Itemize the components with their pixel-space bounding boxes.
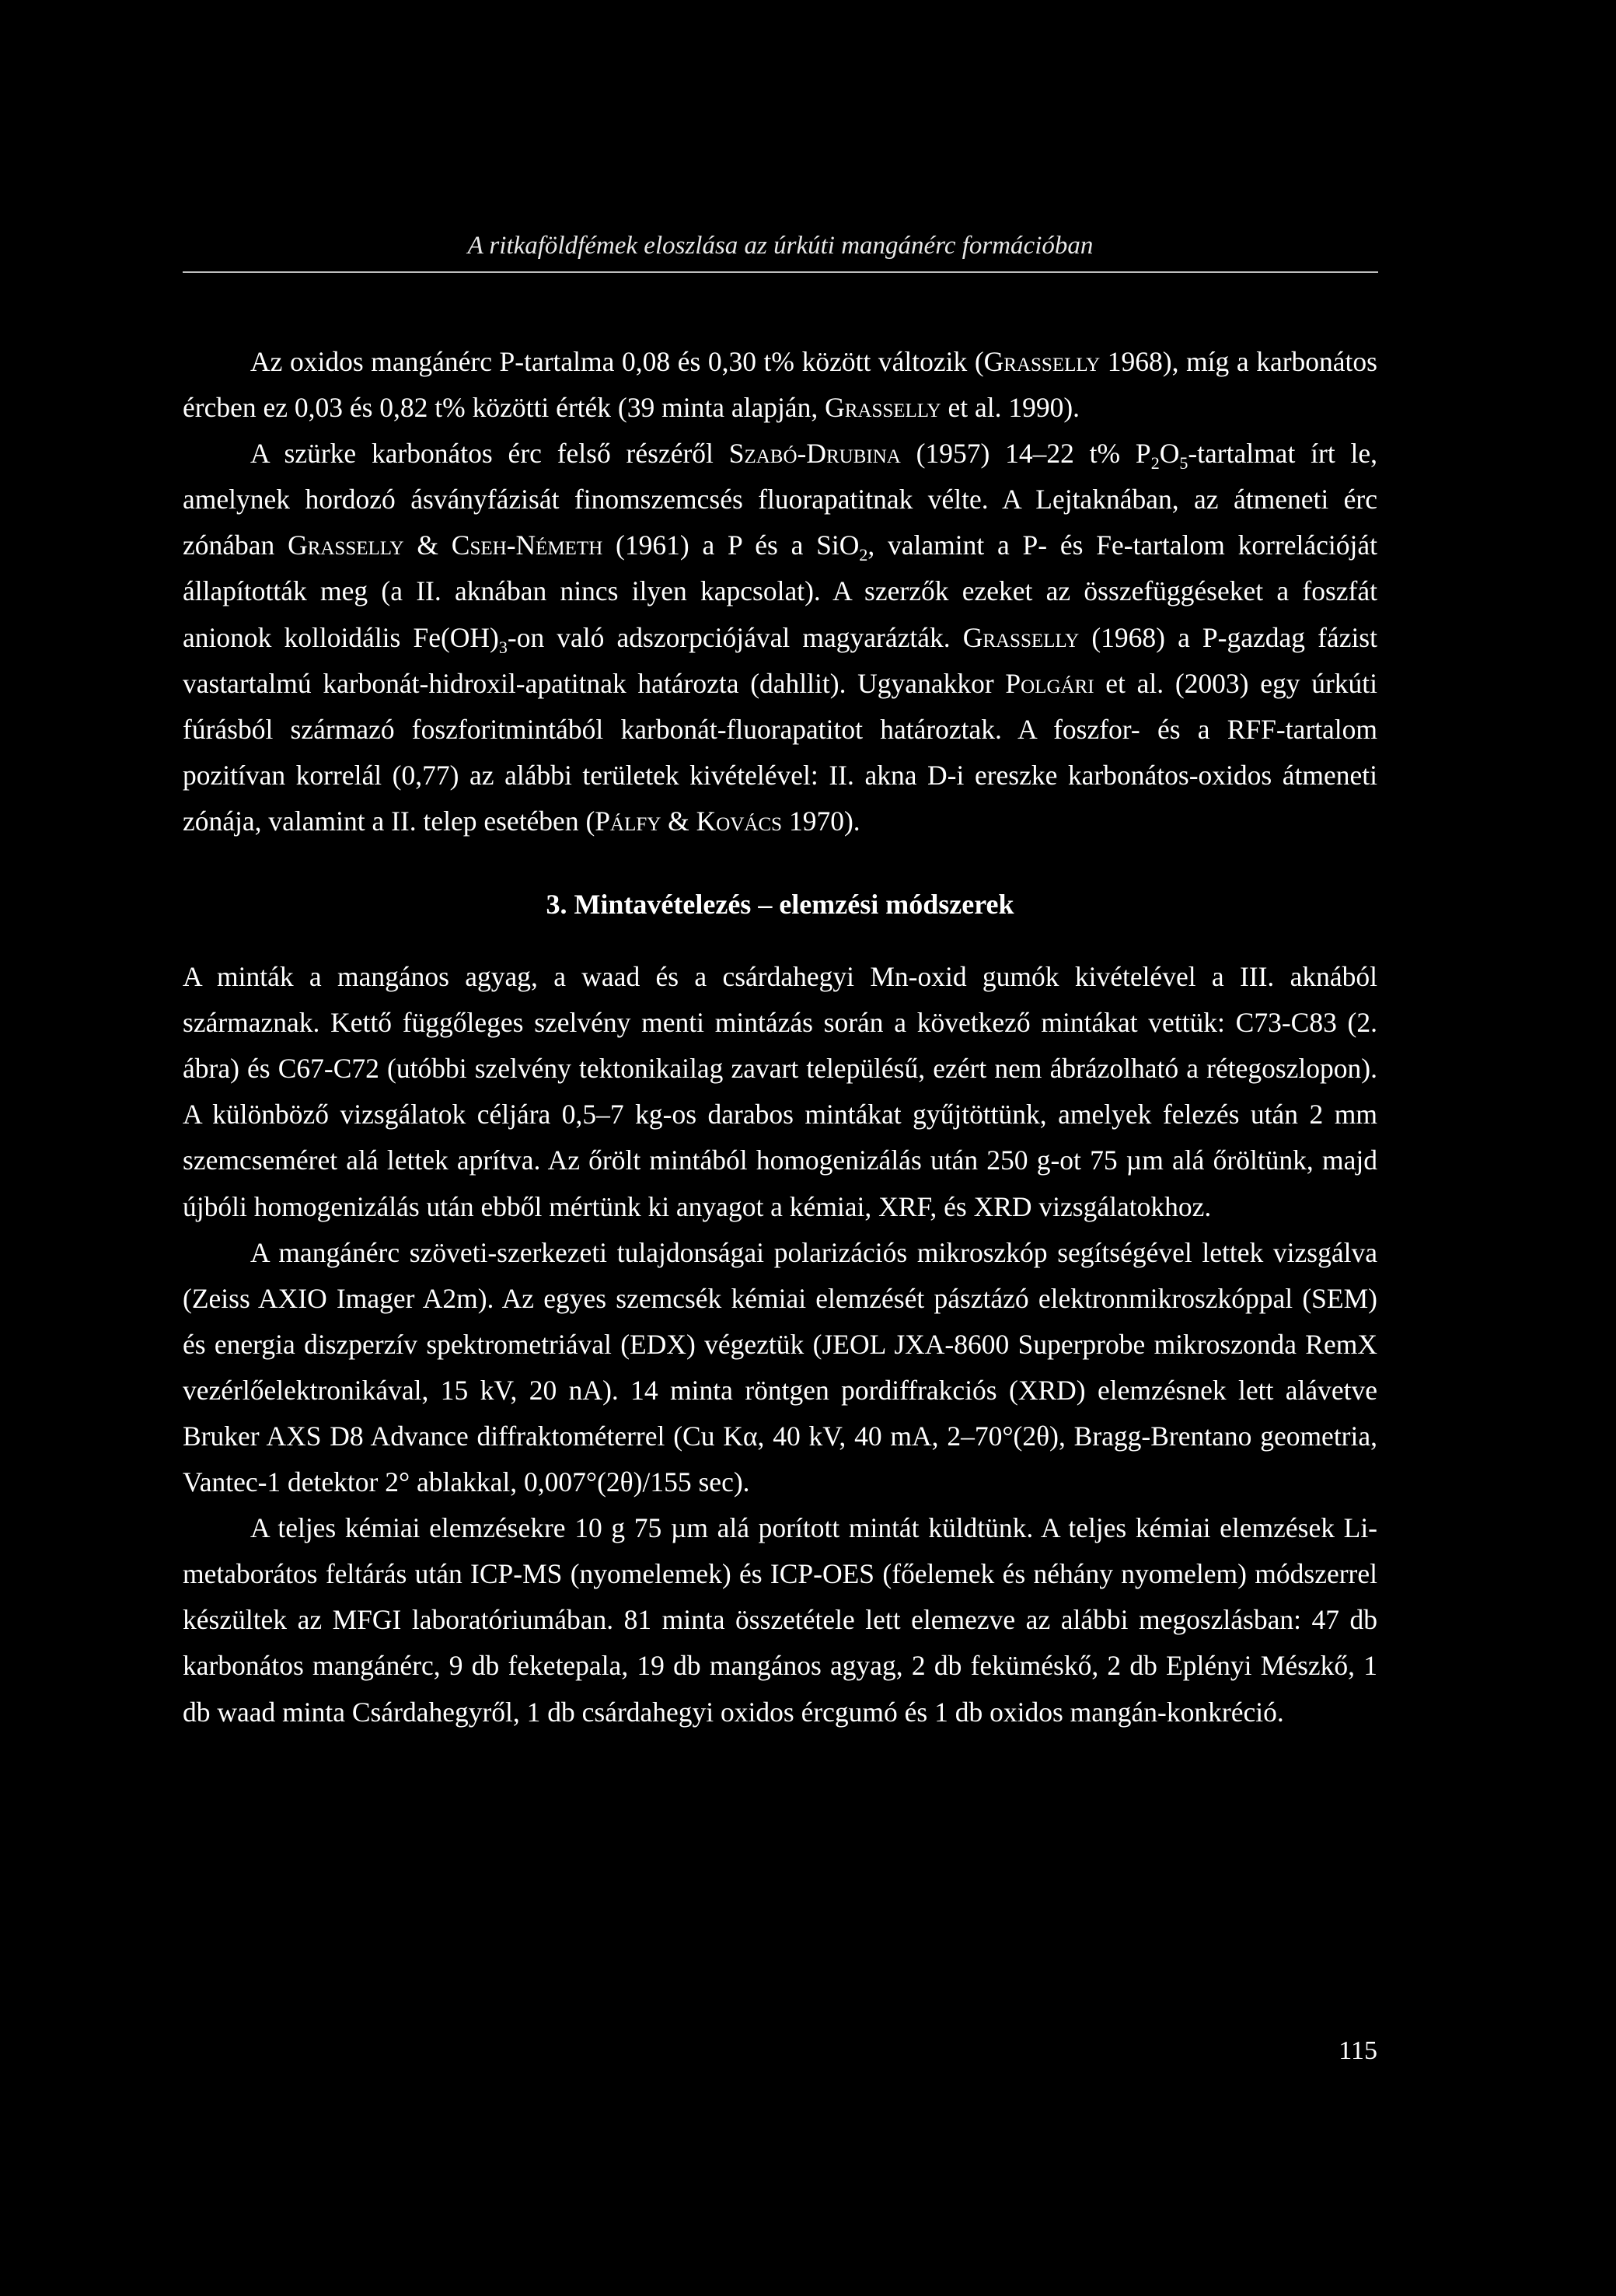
running-head: A ritkaföldfémek eloszlása az úrkúti mangánérc formációban xyxy=(467,232,1094,260)
author-name: Grasselly xyxy=(825,392,941,424)
author-name: Grasselly xyxy=(983,346,1101,377)
text-run: 1968), míg a karbonátos ércben ez 0,03 és 0,82 t% közötti érték (39 minta alapján, xyxy=(183,346,1377,424)
text-run: A szürke karbonátos érc felső részéről xyxy=(250,438,729,470)
header-rule xyxy=(183,271,1378,273)
text-run: (1957) 14–22 t% P xyxy=(900,438,1151,470)
subscript: 5 xyxy=(1179,453,1188,474)
text-run: 1970). xyxy=(782,805,860,837)
paragraph-chemical-analysis: A teljes kémiai elemzésekre 10 g 75 µm alá porított mintát küldtünk. A teljes kémiai elemzések Li-metaborátos feltárás után ICP-MS (nyomelemek) és ICP-OES (főelemek és néhány nyomelem) módszerrel készültek az MFGI laboratóriumában. 81 minta összetétele lett elemezve az alábbi megoszlásban: 47 db karbonátos mangánérc, 9 db feketepala, 19 db mangános agyag, 2 db feküméskő, 2 db Eplényi Mészkő, 1 db waad minta Csárdahegyről, 1 db csárdahegyi oxidos ércgumó és 1 db oxidos mangán-konkréció. xyxy=(183,1512,1377,1728)
body-text xyxy=(183,339,1377,1735)
author-name: Grasselly xyxy=(288,529,404,561)
author-name: Szabó-Drubina xyxy=(728,438,901,470)
text-run: & xyxy=(403,529,452,561)
subscript: 2 xyxy=(1150,453,1160,474)
text-run: -on való adszorpciójával magyarázták. xyxy=(507,621,963,653)
author-name: Grasselly xyxy=(962,621,1080,653)
subscript: 2 xyxy=(859,545,868,565)
text-run: & xyxy=(661,805,696,837)
author-name: Pálfy xyxy=(595,805,661,837)
section-heading: 3. Mintavételezés – elemzési módszerek xyxy=(546,889,1014,921)
page-number: 115 xyxy=(1339,2036,1377,2065)
author-name: Polgári xyxy=(1005,667,1094,699)
text-run: (1961) a P és a SiO xyxy=(602,529,860,561)
text-run: et al. 1990). xyxy=(941,392,1080,424)
text-run: Az oxidos mangánérc P-tartalma 0,08 és 0,30 t% között változik ( xyxy=(250,346,984,377)
text-run: et al. (2003) egy úrkúti fúrásból származó foszforitmintából karbonát-fluorapatitot határoztak. A foszfor- és a RFF-tartalom pozitívan korrelál (0,77) az alábbi területek kivételével: II. akna D-i ereszke karbonátos-oxidos átmeneti zónája, valamint a II. telep esetében ( xyxy=(183,667,1377,837)
author-name: Cseh-Németh xyxy=(451,529,603,561)
author-name: Kovács xyxy=(696,805,783,837)
text-run: -tartalmat írt le, amelynek hordozó ásványfázisát finomszemcsés fluorapatitnak vélte. A Lejtaknában, az átmeneti érc zónában xyxy=(183,438,1377,561)
paragraph-microscopy: A mangánérc szöveti-szerkezeti tulajdonságai polarizációs mikroszkóp segítségével lettek vizsgálva (Zeiss AXIO Imager A2m). Az egyes szemcsék kémiai elemzését pásztázó elektronmikroszkóppal (SEM) és energia diszperzív spektrometriával (EDX) végeztük (JEOL JXA-8600 Superprobe mikroszonda RemX vezérlőelektronikával, 15 kV, 20 nA). 14 minta röntgen pordiffrakciós (XRD) elemzésnek lett alávetve Bruker AXS D8 Advance diffraktométerrel (Cu Kα, 40 kV, 40 mA, 2–70°(2θ), Bragg-Brentano geometria, Vantec-1 detektor 2° ablakkal, 0,007°(2θ)/155 sec). xyxy=(183,1236,1377,1498)
text-run: O xyxy=(1159,438,1180,470)
paragraph-sampling: A minták a mangános agyag, a waad és a csárdahegyi Mn-oxid gumók kivételével a III. aknából származnak. Kettő függőleges szelvény menti mintázás során a következő mintákat vettük: C73-C83 (2. ábra) és C67-C72 (utóbbi szelvény tektonikailag zavart településű, ezért nem ábrázolható a rétegoszlopon). A különböző vizsgálatok céljára 0,5–7 kg-os darabos mintákat gyűjtöttünk, amelyek felezés után 2 mm szemcseméret alá lettek aprítva. Az őrölt mintából homogenizálás után 250 g-ot 75 µm alá őröltünk, majd újbóli homogenizálás után ebből mértünk ki anyagot a kémiai, XRF, és XRD vizsgálatokhoz. xyxy=(183,961,1377,1222)
paragraph-oxide-p-content xyxy=(183,339,1377,431)
text-run: (1968) a P-gazdag fázist vastartalmú karbonát-hidroxil-apatitnak határozta (dahllit). Ugyanakkor xyxy=(183,621,1377,699)
subscript: 3 xyxy=(498,637,508,657)
text-run: , valamint a P- és Fe-tartalom korrelációját állapították meg (a II. aknában nincs ilyen kapcsolat). A szerzők ezeket az összefüggéseket a foszfát anionok kolloidális Fe(OH) xyxy=(183,529,1378,653)
paragraph-phosphorus-carriers xyxy=(183,431,1377,844)
